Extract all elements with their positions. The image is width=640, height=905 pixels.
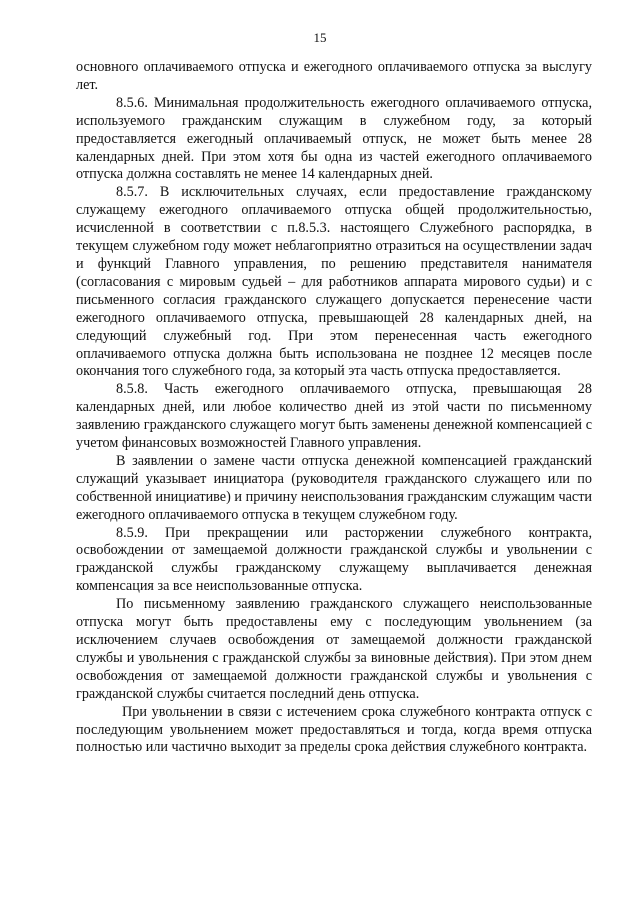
paragraph-continuation: основного оплачиваемого отпуска и ежегодного оплачиваемого отпуска за выслугу лет. xyxy=(76,59,592,93)
paragraph-compensation-request: В заявлении о замене части отпуска денежной компенсацией гражданский служащий указывает инициатора (руководителя гражданского служащего или по собственной инициативе) и причину неиспользования гражданским служащим части ежегодного оплачиваемого отпуска в текущем служебном году. xyxy=(76,452,592,523)
paragraph-8-5-9: 8.5.9. При прекращении или расторжении служебного контракта, освобождении от замещаемой должности гражданской службы и увольнении с гражданской службы гражданскому служащему выплачивается денежная компенсация за все неиспользованные отпуска. xyxy=(76,524,592,595)
paragraph-8-5-6: 8.5.6. Минимальная продолжительность ежегодного оплачиваемого отпуска, используемого гражданским служащим в служебном году, за который предоставляется ежегодный оплачиваемый отпуск, не может быть менее 28 календарных дней. При этом хотя бы одна из частей ежегодного оплачиваемого отпуска должна составлять не менее 14 календарных дней. xyxy=(76,94,592,183)
paragraph-8-5-8: 8.5.8. Часть ежегодного оплачиваемого отпуска, превышающая 28 календарных дней, или любое количество дней из этой части по письменному заявлению гражданского служащего могут быть заменены денежной компенсацией с учетом финансовых возможностей Главного управления. xyxy=(76,381,592,452)
page-number: 15 xyxy=(313,30,327,45)
document-body xyxy=(76,59,592,757)
paragraph-8-5-7: 8.5.7. В исключительных случаях, если предоставление гражданскому служащему ежегодного оплачиваемого отпуска общей продолжительностью, исчисленной в соответствии с п.8.5.3. настоящего Служебного распорядка, в текущем служебном году может неблагоприятно отразиться на осуществлении задач и функций Главного управления, по решению представителя нанимателя (согласования с мировым судьей – для работников аппарата мирового судьи) и с письменного согласия гражданского служащего допускается перенесение части ежегодного оплачиваемого отпуска, превышающей 28 календарных дней, на следующий служебный год. При этом перенесенная часть ежегодного оплачиваемого отпуска должна быть использована не позднее 12 месяцев после окончания того служебного года, за который эта часть отпуска предоставляется. xyxy=(76,184,592,380)
paragraph-contract-expiry: При увольнении в связи с истечением срока служебного контракта отпуск с последующим увольнением может предоставляться и тогда, когда время отпуска полностью или частично выходит за пределы срока действия служебного контракта. xyxy=(76,703,592,756)
paragraph-leave-before-dismissal: По письменному заявлению гражданского служащего неиспользованные отпуска могут быть предоставлены ему с последующим увольнением (за исключением случаев освобождения от замещаемой должности гражданской службы и увольнения с гражданской службы за виновные действия). При этом днем освобождения от замещаемой должности гражданской службы и увольнения с гражданской службы считается последний день отпуска. xyxy=(76,596,592,702)
